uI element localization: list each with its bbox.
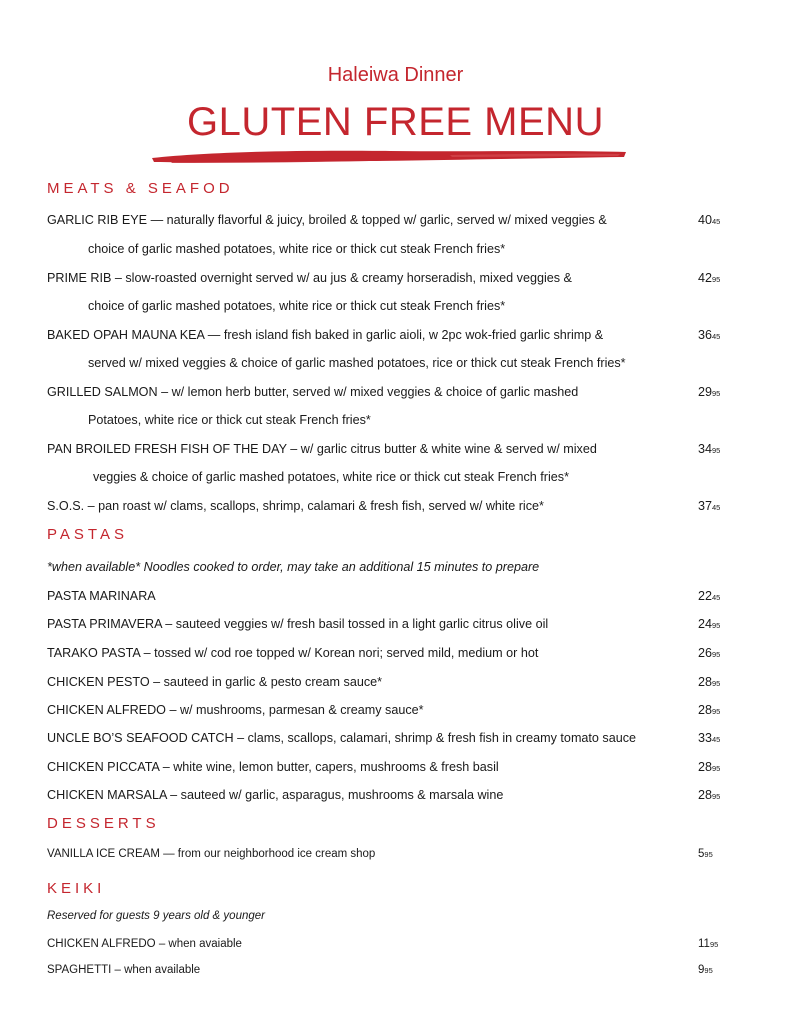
price-dollars: 11 [698, 938, 710, 950]
item-description: CHICKEN PICCATA – white wine, lemon butter, capers, mushrooms & fresh basil [47, 760, 499, 774]
item-price [698, 962, 713, 979]
item-description: CHICKEN PESTO – sauteed in garlic & pesto cream sauce* [47, 675, 383, 689]
item-price [698, 702, 720, 720]
item-description: GRILLED SALMON – w/ lemon herb butter, served w/ mixed veggies & choice of garlic mashed [47, 385, 579, 399]
price-dollars: 37 [698, 499, 713, 513]
item-price [698, 730, 720, 748]
price-cents: 95 [712, 679, 721, 688]
price-dollars: 42 [698, 271, 713, 285]
item-description-continued: veggies & choice of garlic mashed potatoes, white rice or thick cut steak French fries* [93, 470, 569, 484]
section-title-desserts: DESSERTS [47, 815, 160, 832]
brush-stroke-divider [150, 146, 628, 166]
menu-title: GLUTEN FREE MENU [187, 100, 604, 144]
price-cents: 95 [712, 389, 721, 398]
price-cents: 95 [712, 707, 721, 716]
price-cents: 95 [704, 966, 713, 975]
item-price [698, 441, 720, 459]
price-dollars: 36 [698, 328, 713, 342]
item-description: PASTA MARINARA [47, 589, 156, 603]
item-price [698, 384, 720, 402]
price-cents: 95 [712, 792, 721, 801]
item-description-continued: Potatoes, white rice or thick cut steak French fries* [88, 413, 371, 427]
price-cents: 95 [712, 446, 721, 455]
price-dollars: 28 [698, 703, 713, 717]
price-cents: 95 [712, 650, 721, 659]
price-dollars: 24 [698, 617, 713, 631]
section-title-pastas: PASTAS [47, 526, 128, 543]
item-price [698, 616, 720, 634]
item-description: SPAGHETTI – when available [47, 964, 201, 976]
item-description: CHICKEN ALFREDO – when avaiable [47, 938, 242, 950]
menu-subtitle: Haleiwa Dinner [327, 64, 464, 86]
section-title-keiki: KEIKI [47, 880, 106, 897]
price-cents: 45 [712, 503, 721, 512]
price-dollars: 29 [698, 385, 713, 399]
price-cents: 45 [712, 593, 721, 602]
price-cents: 45 [712, 217, 721, 226]
price-dollars: 33 [698, 731, 713, 745]
price-dollars: 28 [698, 675, 713, 689]
item-description: PRIME RIB – slow-roasted overnight served w/ au jus & creamy horseradish, mixed veggies & [47, 271, 572, 285]
item-description: GARLIC RIB EYE — naturally flavorful & juicy, broiled & topped w/ garlic, served w/ mixed veggies & [47, 213, 607, 227]
section-note: *when available* Noodles cooked to order, may take an additional 15 minutes to prepare [47, 560, 540, 574]
item-description: CHICKEN ALFREDO – w/ mushrooms, parmesan & creamy sauce* [47, 703, 424, 717]
price-dollars: 34 [698, 442, 713, 456]
item-price [698, 212, 720, 230]
price-cents: 45 [712, 735, 721, 744]
item-price [698, 498, 720, 516]
item-description: S.O.S. – pan roast w/ clams, scallops, shrimp, calamari & fresh fish, served w/ white rice* [47, 499, 544, 513]
price-dollars: 5 [698, 848, 705, 860]
price-dollars: 28 [698, 760, 713, 774]
item-price [698, 759, 720, 777]
item-description: PASTA PRIMAVERA – sauteed veggies w/ fresh basil tossed in a light garlic citrus olive oil [47, 617, 549, 631]
price-cents: 45 [712, 332, 721, 341]
price-cents: 95 [712, 764, 721, 773]
price-cents: 95 [709, 940, 719, 949]
item-price [698, 787, 720, 805]
price-cents: 95 [712, 621, 721, 630]
item-description: BAKED OPAH MAUNA KEA — fresh island fish baked in garlic aioli, w 2pc wok-fried garlic shrimp & [47, 328, 604, 342]
price-dollars: 9 [698, 964, 705, 976]
item-description-continued: served w/ mixed veggies & choice of garlic mashed potatoes, rice or thick cut steak French fries* [88, 356, 626, 370]
section-title-meats: MEATS & SEAFOD [47, 180, 234, 197]
item-price [698, 846, 713, 863]
item-description: VANILLA ICE CREAM — from our neighborhood ice cream shop [47, 848, 376, 860]
item-description: UNCLE BO’S SEAFOOD CATCH – clams, scallops, calamari, shrimp & fresh fish in creamy tomato sauce [47, 731, 637, 745]
price-cents: 95 [704, 850, 713, 859]
price-dollars: 40 [698, 213, 713, 227]
item-description-continued: choice of garlic mashed potatoes, white rice or thick cut steak French fries* [88, 242, 506, 256]
item-description: TARAKO PASTA – tossed w/ cod roe topped w/ Korean nori; served mild, medium or hot [47, 646, 539, 660]
item-description-continued: choice of garlic mashed potatoes, white rice or thick cut steak French fries* [88, 299, 506, 313]
item-price [698, 674, 720, 692]
item-description: PAN BROILED FRESH FISH OF THE DAY – w/ garlic citrus butter & white wine & served w/ mixed [47, 442, 597, 456]
section-note: Reserved for guests 9 years old & younger [47, 910, 265, 922]
item-price [698, 327, 720, 345]
item-price [698, 645, 720, 663]
item-price [698, 936, 718, 953]
price-dollars: 22 [698, 589, 713, 603]
item-price [698, 588, 720, 606]
item-description: CHICKEN MARSALA – sauteed w/ garlic, asparagus, mushrooms & marsala wine [47, 788, 504, 802]
price-dollars: 28 [698, 788, 713, 802]
item-price [698, 270, 720, 288]
price-dollars: 26 [698, 646, 713, 660]
price-cents: 95 [712, 275, 721, 284]
